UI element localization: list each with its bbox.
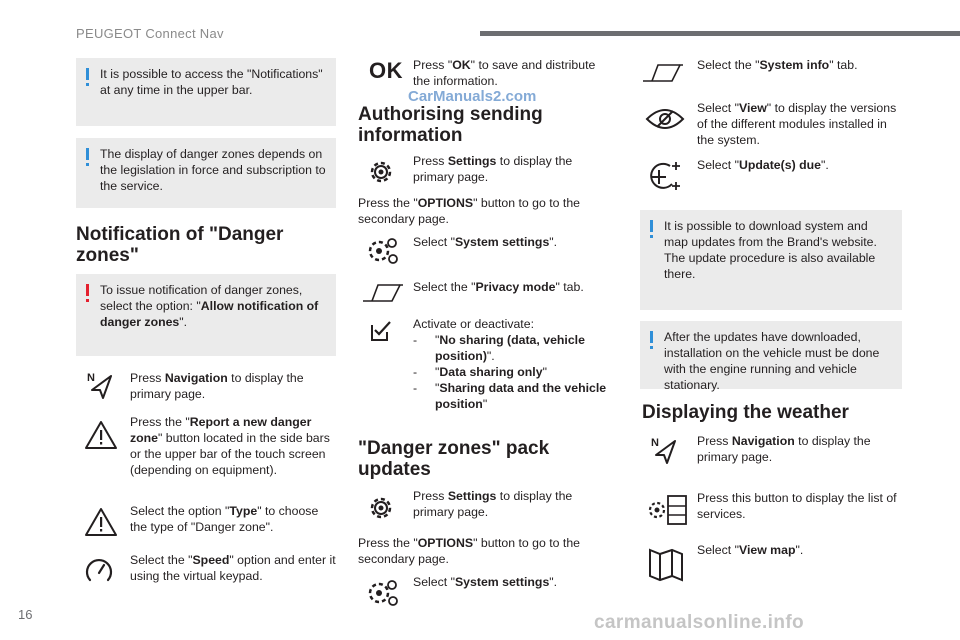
step-text: Select "System settings".	[413, 575, 558, 589]
step-text: Press the "OPTIONS" button to go to the secondary page.	[358, 196, 580, 226]
step-text: Select the "Privacy mode" tab.	[413, 280, 584, 294]
step-text: Select the option "Type" to choose the type of "Danger zone".	[130, 504, 319, 534]
warning-note: To issue notification of danger zones, select the option: "Allow notification of danger zones".	[76, 274, 336, 356]
options-intro: Activate or deactivate:	[413, 317, 534, 331]
step-text: Press the "OPTIONS" button to go to the secondary page.	[358, 536, 580, 566]
watermark: carmanualsonline.info	[594, 612, 805, 633]
svg-text:N: N	[87, 372, 95, 384]
map-icon	[648, 546, 684, 582]
step-text: Select "Update(s) due".	[697, 158, 829, 172]
info-marker	[86, 148, 89, 160]
warning-icon	[84, 420, 118, 450]
watermark: CarManuals2.com	[408, 88, 537, 105]
step-text: Press Settings to display the primary page.	[413, 489, 573, 519]
header-bar	[480, 31, 960, 36]
step-text: Select "View" to display the versions of the different modules installed in the system.	[697, 101, 897, 147]
plus-icon	[646, 160, 682, 192]
toggle-options	[413, 316, 613, 412]
speed-icon	[84, 556, 114, 586]
apps-icon	[646, 494, 688, 526]
checkbox-icon	[370, 320, 392, 342]
step-text: Press Settings to display the primary page.	[413, 154, 573, 184]
settings-icon	[366, 493, 396, 523]
step-text: Press the "Report a new danger zone" button located in the side bars or the upper bar of the touch screen (depending on equipment).	[130, 415, 330, 477]
warning-icon	[84, 507, 118, 537]
list-item: - "Data sharing only"	[413, 365, 547, 379]
step-text: Press Navigation to display the primary page.	[697, 434, 871, 464]
info-marker	[650, 331, 653, 343]
step-text: Select "System settings".	[413, 235, 558, 249]
step-text: Select the "Speed" option and enter it using the virtual keypad.	[130, 553, 336, 583]
settings-icon	[366, 157, 396, 187]
navigation-icon	[86, 370, 114, 400]
navigation-icon	[650, 435, 678, 465]
section-heading: Authorising sending information	[358, 104, 543, 146]
info-note	[76, 138, 336, 208]
step-text: Select the "System info" tab.	[697, 58, 858, 72]
info-note	[640, 210, 902, 310]
eye-icon	[645, 107, 685, 131]
note-text: It is possible to download system and map updates from the Brand's website.	[664, 219, 877, 249]
warning-marker	[86, 284, 89, 296]
page-number: 16	[18, 607, 33, 622]
tab-icon	[362, 283, 404, 303]
info-note	[640, 321, 902, 392]
section-heading: Displaying the weather	[642, 402, 849, 423]
ok-icon: OK	[369, 58, 403, 83]
options-icon	[366, 578, 400, 608]
step-text: Press "OK" to save and distribute the information.	[413, 58, 596, 88]
step-text: Select "View map".	[697, 543, 804, 557]
options-icon	[366, 236, 400, 266]
note-text: The display of danger zones depends on the legislation in force and subscription to the service.	[100, 147, 326, 193]
section-heading: Notification of "Danger zones"	[76, 224, 284, 266]
list-item: - "No sharing (data, vehicle position)".	[413, 333, 585, 363]
step-text: Press this button to display the list of services.	[697, 491, 897, 521]
note-text: It is possible to access the "Notifications" at any time in the upper bar.	[100, 67, 323, 97]
header-title: PEUGEOT Connect Nav	[76, 26, 224, 41]
info-marker	[86, 68, 89, 80]
note-text: After the updates have downloaded, installation on the vehicle must be done with the engine running and vehicle stationary.	[664, 330, 880, 392]
section-heading: "Danger zones" pack updates	[358, 438, 550, 480]
svg-text:N: N	[651, 437, 659, 449]
note-text: The update procedure is also available there.	[664, 251, 876, 281]
info-note	[76, 58, 336, 126]
tab-icon	[642, 63, 684, 83]
step-text: Press Navigation to display the primary page.	[130, 371, 304, 401]
info-marker	[650, 220, 653, 232]
list-item: - "Sharing data and the vehicle position"	[413, 381, 607, 411]
